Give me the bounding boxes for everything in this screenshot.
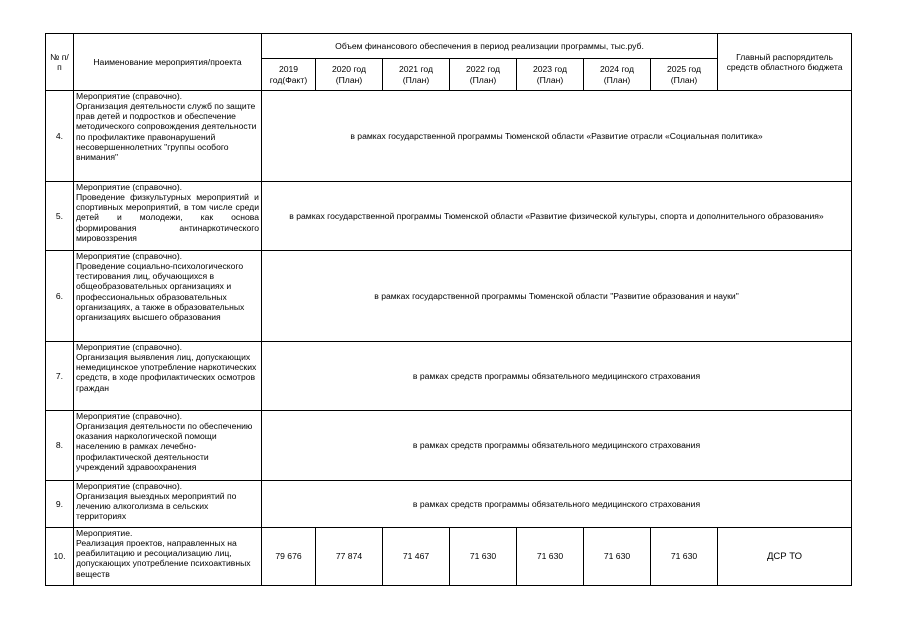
row-funding-text: в рамках государственной программы Тюменской области «Развитие отрасли «Социальная политика» xyxy=(262,91,852,182)
table-row xyxy=(46,251,852,342)
value-2020: 77 874 xyxy=(316,528,383,586)
table-row xyxy=(46,91,852,182)
header-year-2023: 2023 год (План) xyxy=(517,59,584,91)
row-funding-text: в рамках государственной программы Тюменской области "Развитие образования и науки" xyxy=(262,251,852,342)
header-name: Наименование мероприятия/проекта xyxy=(74,34,262,91)
header-year-2024: 2024 год (План) xyxy=(584,59,651,91)
table-row xyxy=(46,342,852,411)
value-2021: 71 467 xyxy=(383,528,450,586)
value-2024: 71 630 xyxy=(584,528,651,586)
row-name: Мероприятие (справочно). Организация деятельности служб по защите прав детей и подростков и обеспечение методического сопровождения деятельности по профилактике правонарушений несовершеннолетних "группы особого внимания" xyxy=(74,91,262,182)
header-manager: Главный распорядитель средств областного бюджета xyxy=(718,34,852,91)
value-2022: 71 630 xyxy=(450,528,517,586)
header-year-2022: 2022 год (План) xyxy=(450,59,517,91)
row-name: Мероприятие (справочно). Организация выявления лиц, допускающих немедицинское употребление наркотических средств, в ходе профилактических осмотров граждан xyxy=(74,342,262,411)
row-name: Мероприятие. Реализация проектов, направленных на реабилитацию и ресоциализацию лиц, допускающих употребление психоактивных веществ xyxy=(74,528,262,586)
row-funding-text: в рамках средств программы обязательного медицинского страхования xyxy=(262,342,852,411)
row-name: Мероприятие (справочно). Организация деятельности по обеспечению оказания наркологической помощи населению в рамках лечебно-профилактической деятельности учреждений здравоохранения xyxy=(74,411,262,481)
header-number: № п/п xyxy=(46,34,74,91)
row-number: 6. xyxy=(46,251,74,342)
row-manager: ДСР ТО xyxy=(718,528,852,586)
header-year-2020: 2020 год (План) xyxy=(316,59,383,91)
header-year-2021: 2021 год (План) xyxy=(383,59,450,91)
row-funding-text: в рамках средств программы обязательного медицинского страхования xyxy=(262,411,852,481)
row-number: 5. xyxy=(46,182,74,251)
row-number: 9. xyxy=(46,481,74,528)
row-number: 7. xyxy=(46,342,74,411)
table-row xyxy=(46,182,852,251)
table-row xyxy=(46,528,852,586)
table-row xyxy=(46,411,852,481)
value-2025: 71 630 xyxy=(651,528,718,586)
header-year-2019: 2019 год(Факт) xyxy=(262,59,316,91)
header-year-2025: 2025 год (План) xyxy=(651,59,718,91)
funding-table xyxy=(45,33,852,586)
value-2019: 79 676 xyxy=(262,528,316,586)
value-2023: 71 630 xyxy=(517,528,584,586)
row-name: Мероприятие (справочно). Проведение социально-психологического тестирования лиц, обучающихся в общеобразовательных организациях и профессиональных образовательных организациях, а также в образовательных организациях высшего образования xyxy=(74,251,262,342)
row-funding-text: в рамках государственной программы Тюменской области «Развитие физической культуры, спорта и дополнительного образования» xyxy=(262,182,852,251)
row-name: Мероприятие (справочно). Организация выездных мероприятий по лечению алкоголизма в сельских территориях xyxy=(74,481,262,528)
header-row-1 xyxy=(46,34,852,59)
row-number: 4. xyxy=(46,91,74,182)
header-funding: Объем финансового обеспечения в период реализации программы, тыс.руб. xyxy=(262,34,718,59)
row-funding-text: в рамках средств программы обязательного медицинского страхования xyxy=(262,481,852,528)
table-row xyxy=(46,481,852,528)
row-number: 10. xyxy=(46,528,74,586)
row-name: Мероприятие (справочно). Проведение физкультурных мероприятий и спортивных мероприятий, в том числе среди детей и молодежи, как основа формирования антинаркотического мировоззрения xyxy=(74,182,262,251)
row-number: 8. xyxy=(46,411,74,481)
